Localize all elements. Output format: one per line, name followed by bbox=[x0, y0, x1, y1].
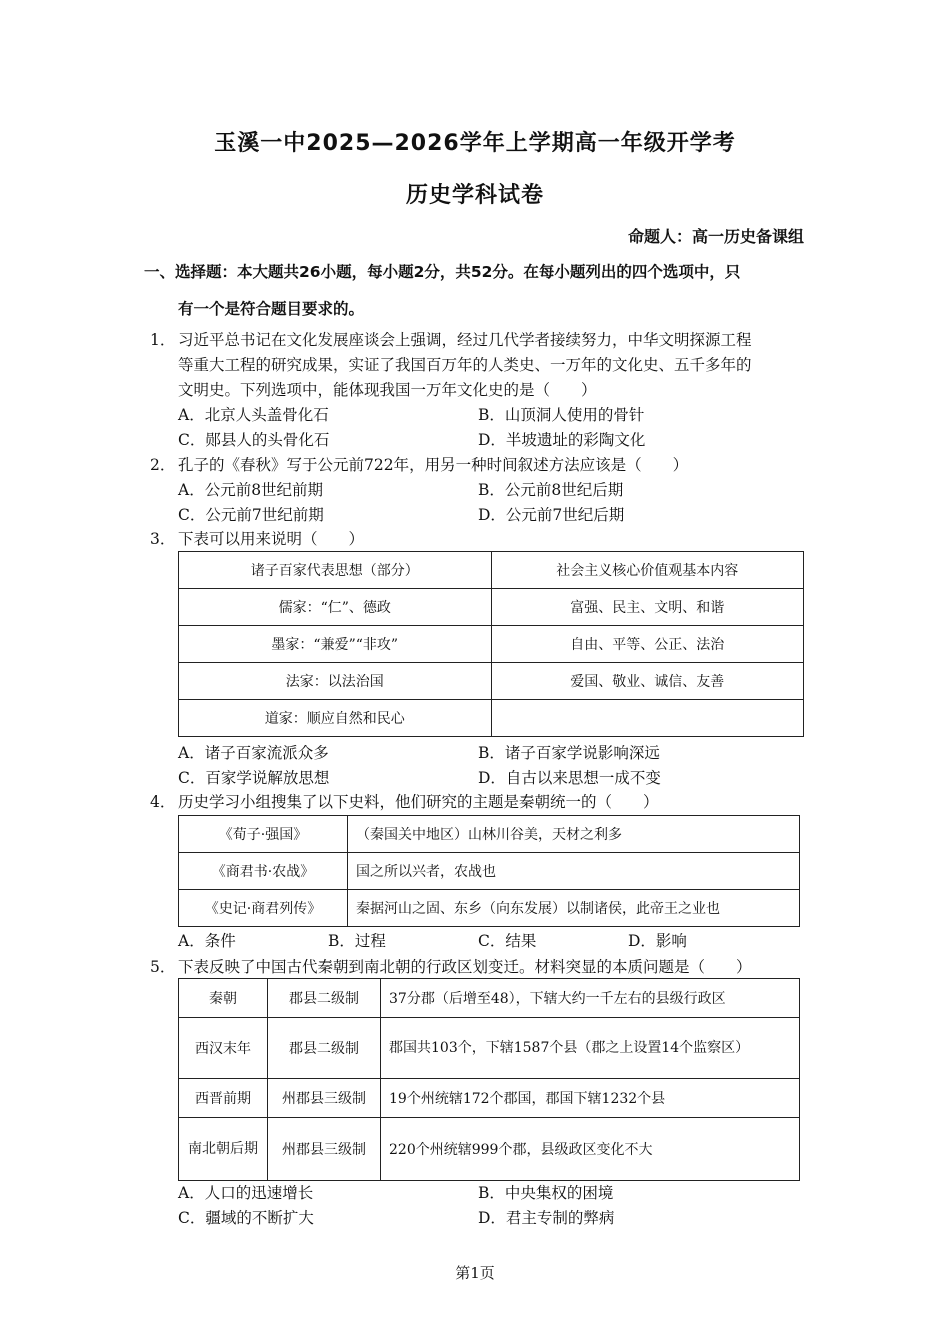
option-b[interactable]: B．中央集权的困境 bbox=[478, 1184, 614, 1202]
table-cell: 国之所以兴者，农战也 bbox=[348, 853, 800, 890]
option-a[interactable]: A．条件 bbox=[178, 932, 236, 950]
question-5 bbox=[150, 955, 810, 980]
table-cell: 220个州统辖999个郡，县级政区变化不大 bbox=[381, 1118, 800, 1181]
table-cell: 37分郡（后增至48），下辖大约一千左右的县级行政区 bbox=[381, 979, 800, 1018]
options-1 bbox=[178, 403, 798, 453]
option-a[interactable]: A．诸子百家流派众多 bbox=[178, 744, 329, 762]
section-line-1: 一、选择题：本大题共26小题，每小题2分，共52分。在每小题列出的四个选项中，只 bbox=[144, 263, 741, 281]
table-row bbox=[179, 816, 800, 853]
option-c[interactable]: C．百家学说解放思想 bbox=[178, 769, 330, 787]
option-b[interactable]: B．山顶洞人使用的骨针 bbox=[478, 406, 645, 424]
table-q3 bbox=[178, 551, 804, 737]
table-cell: 秦朝 bbox=[179, 979, 268, 1018]
option-b[interactable]: B．公元前8世纪后期 bbox=[478, 481, 624, 499]
option-c[interactable]: C．结果 bbox=[478, 932, 537, 950]
question-1 bbox=[150, 328, 810, 403]
option-d[interactable]: D．君主专制的弊病 bbox=[478, 1209, 615, 1227]
option-c[interactable]: C．公元前7世纪前期 bbox=[178, 506, 324, 524]
question-number: 1． bbox=[150, 331, 176, 349]
table-cell bbox=[491, 700, 804, 737]
table-cell: 郡国共103个，下辖1587个县（郡之上设置14个监察区） bbox=[381, 1018, 800, 1079]
option-d[interactable]: D．自古以来思想一成不变 bbox=[478, 769, 661, 787]
table-cell: 爱国、敬业、诚信、友善 bbox=[491, 663, 804, 700]
table-row bbox=[179, 1079, 800, 1118]
table-cell: 秦据河山之固、东乡（向东发展）以制诸侯，此帝王之业也 bbox=[348, 890, 800, 927]
options-4 bbox=[178, 929, 798, 954]
table-row bbox=[179, 700, 804, 737]
option-d[interactable]: D．半坡遗址的彩陶文化 bbox=[478, 431, 646, 449]
table-cell: 郡县二级制 bbox=[268, 1018, 381, 1079]
table-cell: 南北朝后期 bbox=[179, 1118, 268, 1181]
option-d[interactable]: D．公元前7世纪后期 bbox=[478, 506, 625, 524]
question-number: 4． bbox=[150, 793, 176, 811]
option-a[interactable]: A．北京人头盖骨化石 bbox=[178, 406, 329, 424]
table-row bbox=[179, 890, 800, 927]
table-cell: （秦国关中地区）山林川谷美，天材之利多 bbox=[348, 816, 800, 853]
option-c[interactable]: C．疆域的不断扩大 bbox=[178, 1209, 314, 1227]
option-d[interactable]: D．影响 bbox=[628, 932, 687, 950]
question-3 bbox=[150, 527, 810, 552]
question-text: 孔子的《春秋》写于公元前722年，用另一种时间叙述方法应该是（ ） bbox=[178, 456, 689, 474]
table-cell: 墨家：“兼爱”“非攻” bbox=[179, 626, 492, 663]
table-cell: 州郡县三级制 bbox=[268, 1079, 381, 1118]
option-b[interactable]: B．诸子百家学说影响深远 bbox=[478, 744, 660, 762]
table-header-cell: 社会主义核心价值观基本内容 bbox=[491, 552, 804, 589]
options-2 bbox=[178, 478, 798, 528]
question-text: 历史学习小组搜集了以下史料，他们研究的主题是秦朝统一的（ ） bbox=[178, 793, 659, 811]
table-cell: 《荀子·强国》 bbox=[179, 816, 348, 853]
question-text: 下表反映了中国古代秦朝到南北朝的行政区划变迁。材料突显的本质问题是（ ） bbox=[178, 958, 752, 976]
table-cell: 州郡县三级制 bbox=[268, 1118, 381, 1181]
table-cell: 儒家：“仁”、德政 bbox=[179, 589, 492, 626]
table-row bbox=[179, 663, 804, 700]
table-cell: 西汉末年 bbox=[179, 1018, 268, 1079]
question-text: 下表可以用来说明（ ） bbox=[178, 530, 365, 548]
exam-subtitle: 历史学科试卷 bbox=[405, 183, 544, 208]
table-cell: 19个州统辖172个郡国，郡国下辖1232个县 bbox=[381, 1079, 800, 1118]
page-number: 第1页 bbox=[455, 1264, 495, 1282]
option-b[interactable]: B．过程 bbox=[328, 932, 386, 950]
options-3 bbox=[178, 741, 798, 791]
table-header-cell: 诸子百家代表思想（部分） bbox=[179, 552, 492, 589]
table-cell: 法家：以法治国 bbox=[179, 663, 492, 700]
table-q4 bbox=[178, 815, 800, 927]
table-row bbox=[179, 589, 804, 626]
table-cell: 自由、平等、公正、法治 bbox=[491, 626, 804, 663]
section-instructions bbox=[144, 254, 812, 328]
table-row bbox=[179, 626, 804, 663]
question-number: 5． bbox=[150, 958, 176, 976]
question-text: 等重大工程的研究成果，实证了我国百万年的人类史、一万年的文化史、五千多年的 bbox=[178, 356, 752, 374]
table-cell: 富强、民主、文明、和谐 bbox=[491, 589, 804, 626]
table-row bbox=[179, 853, 800, 890]
table-cell: 道家：顺应自然和民心 bbox=[179, 700, 492, 737]
table-header-row bbox=[179, 552, 804, 589]
section-line-2: 有一个是符合题目要求的。 bbox=[178, 300, 365, 318]
question-2 bbox=[150, 453, 810, 478]
exam-title: 玉溪一中2025—2026学年上学期高一年级开学考 bbox=[214, 131, 736, 156]
option-a[interactable]: A．公元前8世纪前期 bbox=[178, 481, 324, 499]
option-a[interactable]: A．人口的迅速增长 bbox=[178, 1184, 314, 1202]
table-row bbox=[179, 1118, 800, 1181]
question-text: 文明史。下列选项中，能体现我国一万年文化史的是（ ） bbox=[178, 381, 597, 399]
table-row bbox=[179, 979, 800, 1018]
table-row bbox=[179, 1018, 800, 1079]
table-cell: 郡县二级制 bbox=[268, 979, 381, 1018]
question-number: 2． bbox=[150, 456, 176, 474]
options-5 bbox=[178, 1181, 798, 1231]
question-text: 习近平总书记在文化发展座谈会上强调，经过几代学者接续努力，中华文明探源工程 bbox=[178, 331, 752, 349]
table-cell: 西晋前期 bbox=[179, 1079, 268, 1118]
exam-author: 命题人：高一历史备课组 bbox=[627, 227, 804, 246]
table-q5 bbox=[178, 978, 800, 1181]
option-c[interactable]: C．郧县人的头骨化石 bbox=[178, 431, 330, 449]
table-cell: 《史记·商君列传》 bbox=[179, 890, 348, 927]
question-number: 3． bbox=[150, 530, 176, 548]
table-cell: 《商君书·农战》 bbox=[179, 853, 348, 890]
question-4 bbox=[150, 790, 810, 815]
